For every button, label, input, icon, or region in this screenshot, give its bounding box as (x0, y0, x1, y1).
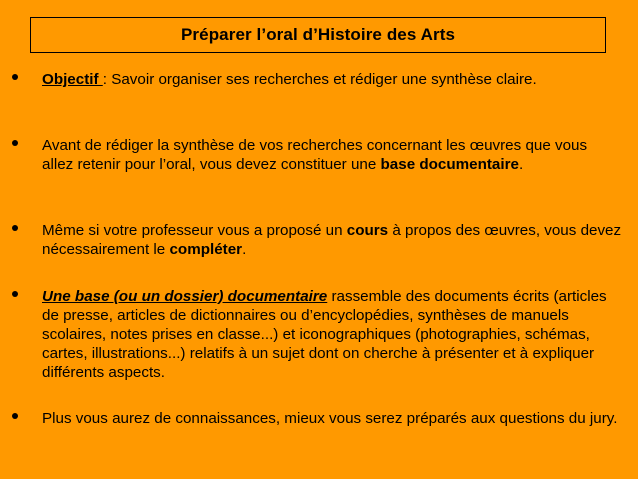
bullet-text: Plus vous aurez de connaissances, mieux vous serez préparés aux questions du jury. (42, 410, 618, 427)
bullet-dot-icon (12, 140, 18, 146)
bullet-text (42, 287, 622, 382)
text-part: Avant de rédiger la synthèse de vos recherches concernant les œuvres que vous allez retenir pour l’oral, vous devez constituer une (42, 137, 588, 173)
text-part: à propos des œuvres, vous devez nécessairement le (42, 222, 622, 258)
title-box (30, 17, 606, 53)
strong-text: Une base (ou un dossier) documentaire (42, 288, 328, 305)
strong-text: compléter (169, 241, 243, 258)
slide-title: Préparer l’oral d’Histoire des Arts (180, 25, 456, 44)
bullet-text (42, 136, 622, 174)
text-end: . (518, 156, 524, 173)
strong-text: cours (346, 222, 389, 239)
objectif-text: : Savoir organiser ses recherches et rédiger une synthèse claire. (102, 71, 537, 88)
text-part: Même si votre professeur vous a proposé un (42, 222, 347, 239)
bullet-text (42, 70, 622, 89)
bullet-dot-icon (12, 225, 18, 231)
bullet-dot-icon (12, 291, 18, 297)
bullet-dot-icon (12, 413, 18, 419)
bullet-dot-icon (12, 74, 18, 80)
objectif-label: Objectif (42, 71, 103, 88)
text-end: . (242, 241, 247, 258)
text-part: rassemble des documents écrits (articles de presse, articles de dictionnaires ou d’encyclopédies, synthèses de manuels scolaires, notes prises en classe...) et iconographiques (photographies, schémas, cartes, illustrations...) relatifs à un sujet dont on cherche à présenter et à expliquer différents aspects. (42, 288, 607, 381)
bullet-text (42, 221, 622, 259)
strong-text: base documentaire (380, 156, 519, 173)
